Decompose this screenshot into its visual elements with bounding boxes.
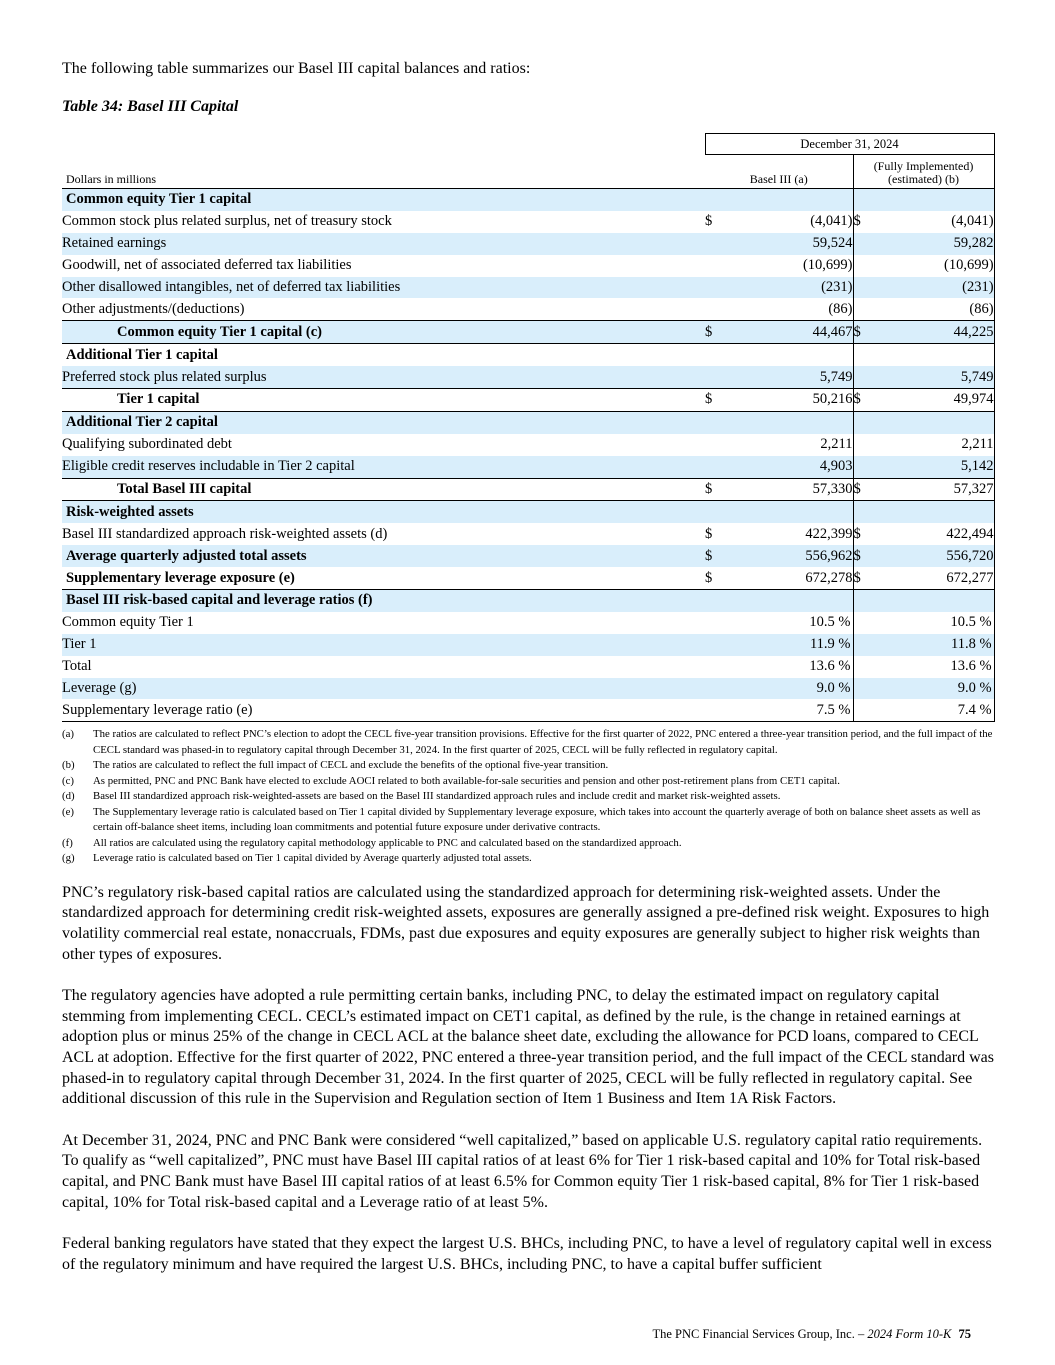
dollar-sign-2 — [853, 590, 869, 612]
table-row — [62, 389, 994, 412]
paragraph-2: The regulatory agencies have adopted a rule permitting certain banks, including PNC, to delay the estimated impact on regulatory capital stemming from implementing CECL. CECL’s estimated impact on CET1 capital, as defined by the rule, is the change in retained earnings at adoption plus or minus 25% of the change in CECL ACL at the balance sheet date, excluding the allowance for PCD loans, compared to CECL ACL at adoption. Effective for the first quarter of 2022, PNC entered a three-year transition period, and the full impact of the CECL standard was phased-in to regulatory capital through December 31, 2024. In the first quarter of 2025, CECL will be fully reflected in regulatory capital. See additional discussion of this rule in the Supervision and Regulation section of Item 1 Business and Item 1A Risk Factors. — [62, 987, 995, 1108]
dollar-sign-2: $ — [853, 545, 869, 567]
fully-implemented-value: 672,277 — [869, 567, 994, 589]
basel-iii-value: 59,524 — [723, 233, 853, 255]
footnote — [62, 774, 994, 790]
basel-iii-value: 556,962 — [723, 545, 853, 567]
basel-iii-value: (4,041) — [810, 213, 853, 230]
row-label: Basel III risk-based capital and leverage ratios (f) — [62, 590, 705, 612]
row-label: Tier 1 — [62, 634, 705, 656]
dollar-sign-2 — [853, 277, 869, 299]
row-label: Tier 1 capital — [62, 389, 705, 412]
fully-implemented-value: 59,282 — [869, 233, 994, 255]
dollar-sign-1 — [705, 656, 723, 678]
basel-iii-value: 9.0 % — [723, 678, 853, 700]
basel-iii-value: 13.6 % — [809, 658, 851, 675]
dollar-sign-2 — [853, 678, 869, 700]
fully-implemented-value: 5,749 — [869, 366, 994, 388]
basel-iii-value: 57,330 — [723, 478, 853, 501]
footnote-key: (f) — [62, 836, 73, 849]
footnote-key: (b) — [62, 759, 75, 772]
dollar-sign-2: $ — [853, 211, 869, 233]
fully-implemented-value — [869, 344, 994, 366]
table-row — [62, 189, 994, 211]
row-label: Risk-weighted assets — [62, 501, 705, 523]
footnote-text: The ratios are calculated to reflect PNC’s election to adopt the CECL five-year transition provisions. Effective for the first quarter of 2022, PNC entered a three-year transition period, and the full impact of the CECL standard was phased-in to regulatory capital through December 31, 2024. In the first quarter of 2025, CECL will be fully reflected in regulatory capital. — [93, 728, 993, 756]
dollar-sign-1: $ — [705, 478, 723, 501]
footnote — [62, 789, 994, 805]
dollar-sign-1 — [705, 233, 723, 255]
dollar-sign-2: $ — [853, 321, 869, 344]
dollar-sign-1: $ — [705, 321, 723, 344]
basel-iii-value: 672,278 — [805, 569, 853, 586]
footnote-text: The Supplementary leverage ratio is calculated based on Tier 1 capital divided by Supplementary leverage exposure, which takes into account the quarterly average of both on balance sheet assets as well as certain off-balance sheet items, including loan commitments and potential future exposure under derivative contracts. — [93, 805, 981, 834]
dollar-sign-1 — [705, 411, 723, 433]
fully-implemented-value: 2,211 — [869, 434, 994, 456]
fully-implemented-value: 556,720 — [869, 545, 994, 567]
dollar-sign-2 — [853, 456, 869, 478]
table-row — [62, 634, 994, 656]
table-row — [62, 321, 994, 344]
dollar-sign-2 — [853, 298, 869, 320]
basel-iii-value — [723, 411, 853, 433]
fully-implemented-value: (10,699) — [869, 255, 994, 277]
basel-iii-value: 44,467 — [723, 321, 853, 344]
row-label: Common equity Tier 1 — [62, 614, 194, 631]
table-row — [62, 211, 994, 233]
dollar-sign-2: $ — [853, 523, 869, 545]
footnote-text: As permitted, PNC and PNC Bank have elected to exclude AOCI related to both available-for-sale securities and pension and other post-retirement plans from CET1 capital. — [93, 774, 840, 787]
fully-implemented-value: 57,327 — [869, 478, 994, 501]
page-footer — [652, 1327, 971, 1342]
footnote-key: (a) — [62, 728, 74, 741]
row-label: Goodwill, net of associated deferred tax liabilities — [62, 257, 352, 274]
footnote-text: Basel III standardized approach risk-weighted-assets are based on the Basel III standardized approach rules and include credit and market risk-weighted assets. — [93, 790, 781, 803]
dollar-sign-1: $ — [705, 389, 723, 412]
basel-iii-value: 4,903 — [723, 456, 853, 478]
table-row — [62, 590, 994, 612]
fully-implemented-value: (86) — [869, 298, 994, 320]
basel-iii-value: (10,699) — [802, 257, 853, 274]
basel-iii-value — [723, 189, 853, 211]
dollar-sign-1 — [705, 277, 723, 299]
paragraph-3: At December 31, 2024, PNC and PNC Bank were considered “well capitalized,” based on applicable U.S. regulatory capital ratio requirements. To qualify as “well capitalized”, PNC must have Basel III capital ratios of at least 6% for Tier 1 risk-based capital and 10% for Total risk-based capital, and PNC Bank must have Basel III capital ratios of at least 6.5% for Common equity Tier 1 risk-based capital, 8% for Tier 1 risk-based capital, 10% for Total risk-based capital and a Leverage ratio of at least 5%. — [62, 1131, 983, 1211]
dollar-sign-2 — [853, 411, 869, 433]
footnote-key: (e) — [62, 805, 74, 818]
table-row — [62, 699, 994, 721]
footnote-text: Leverage ratio is calculated based on Tier 1 capital divided by Average quarterly adjusted total assets. — [93, 852, 532, 865]
dollar-sign-1: $ — [705, 525, 713, 542]
row-label: Average quarterly adjusted total assets — [62, 545, 705, 567]
paragraph-1: PNC’s regulatory risk-based capital ratios are calculated using the standardized approach for determining risk-weighted assets. Under the standardized approach for determining credit risk-weighted assets, exposures are generally assigned a pre-defined risk weight. Exposures to high volatility commercial real estate, nonaccruals, FDMs, past due exposures and equity exposures are generally subject to higher risk weights than other types of exposures. — [62, 883, 990, 963]
dollar-sign-2: $ — [853, 567, 869, 589]
basel-iii-value: (86) — [828, 300, 853, 317]
dollar-sign-1 — [705, 501, 723, 523]
fully-implemented-value: (4,041) — [869, 211, 994, 233]
dollar-sign-2 — [853, 434, 869, 456]
footnote-key: (g) — [62, 852, 75, 865]
footer-company: The PNC Financial Services Group, Inc. – — [652, 1327, 865, 1341]
table-body — [62, 189, 994, 722]
fully-implemented-header: (Fully Implemented) (estimated) (b) — [853, 155, 994, 189]
fully-implemented-value — [869, 189, 994, 211]
dollar-sign-2 — [853, 656, 869, 678]
intro-text: The following table summarizes our Basel III capital balances and ratios: — [62, 60, 531, 77]
row-label: Common equity Tier 1 capital (c) — [62, 321, 705, 344]
row-label: Supplementary leverage exposure (e) — [66, 569, 295, 586]
dollar-sign-2 — [853, 634, 869, 656]
basel-iii-value — [723, 590, 853, 612]
basel-iii-value: 11.9 % — [723, 634, 853, 656]
fully-implemented-value: 5,142 — [869, 456, 994, 478]
table-row — [62, 411, 994, 433]
row-label: Retained earnings — [62, 233, 705, 255]
dollar-sign-1: $ — [705, 569, 713, 586]
fully-implemented-value — [869, 590, 994, 612]
fully-implemented-value: 13.6 % — [869, 656, 994, 678]
table-row — [62, 366, 994, 388]
table-row — [62, 545, 994, 567]
dollar-sign-1 — [705, 189, 723, 211]
row-label: Other disallowed intangibles, net of deferred tax liabilities — [62, 277, 705, 299]
basel-iii-value: 422,399 — [805, 525, 853, 542]
fully-implemented-value: 10.5 % — [869, 612, 994, 634]
fully-implemented-value: 11.8 % — [869, 634, 994, 656]
footnote — [62, 727, 994, 758]
dollar-sign-1 — [705, 434, 723, 456]
dollar-sign-2 — [853, 501, 869, 523]
dollar-sign-2 — [853, 699, 869, 721]
row-label: Other adjustments/(deductions) — [62, 300, 245, 317]
table-row — [62, 456, 994, 478]
page-content — [62, 58, 994, 1275]
dollar-sign-1 — [705, 590, 723, 612]
row-label: Qualifying subordinated debt — [62, 436, 232, 453]
footnote — [62, 805, 994, 836]
dollar-sign-2 — [853, 612, 869, 634]
basel-iii-value — [723, 344, 853, 366]
dollar-sign-2 — [853, 233, 869, 255]
footer-form: 2024 Form 10-K — [867, 1327, 952, 1341]
row-label: Total Basel III capital — [62, 478, 705, 501]
table-row — [62, 567, 994, 589]
row-label: Total — [62, 658, 92, 675]
dollar-sign-2: $ — [853, 478, 869, 501]
row-label: Leverage (g) — [62, 678, 705, 700]
table-row — [62, 612, 994, 634]
dollar-sign-2 — [853, 366, 869, 388]
table-row — [62, 523, 994, 545]
row-label: Preferred stock plus related surplus — [62, 366, 705, 388]
fully-implemented-value: 7.4 % — [869, 699, 994, 721]
row-label: Supplementary leverage ratio (e) — [62, 699, 705, 721]
dollar-sign-1: $ — [705, 213, 713, 230]
fully-implemented-value: 49,974 — [869, 389, 994, 412]
dollar-sign-1 — [705, 699, 723, 721]
table-row — [62, 678, 994, 700]
row-label: Additional Tier 1 capital — [62, 344, 705, 366]
dollar-sign-2 — [853, 344, 869, 366]
dollar-sign-1 — [705, 298, 723, 320]
table-row — [62, 233, 994, 255]
dollar-sign-1 — [705, 634, 723, 656]
footnote-text: All ratios are calculated using the regulatory capital methodology applicable to PNC and calculated based on the standardized approach. — [93, 836, 682, 849]
paragraph-4: Federal banking regulators have stated that they expect the largest U.S. BHCs, including PNC, to have a level of regulatory capital well in excess of the regulatory minimum and have required the largest U.S. BHCs, including PNC, to have a capital buffer sufficient — [62, 1235, 992, 1273]
fully-implemented-value: 44,225 — [869, 321, 994, 344]
fully-implemented-value — [869, 411, 994, 433]
table-row — [62, 255, 994, 277]
dollar-sign-1: $ — [705, 545, 723, 567]
dollar-sign-2 — [853, 189, 869, 211]
table-row — [62, 501, 994, 523]
basel-iii-value — [723, 501, 853, 523]
footnote-key: (c) — [62, 774, 74, 787]
table-row — [62, 298, 994, 320]
period-header: December 31, 2024 — [705, 134, 994, 155]
page-number: 75 — [958, 1327, 971, 1341]
row-label: Common stock plus related surplus, net of treasury stock — [62, 213, 392, 230]
basel-iii-value: 7.5 % — [723, 699, 853, 721]
dollar-sign-2 — [853, 255, 869, 277]
row-label: Additional Tier 2 capital — [62, 411, 705, 433]
basel-iii-value: 50,216 — [723, 389, 853, 412]
footnote — [62, 758, 994, 774]
dollar-sign-1 — [705, 255, 723, 277]
table-row — [62, 434, 994, 456]
dollar-sign-1 — [705, 678, 723, 700]
dollar-sign-2: $ — [853, 389, 869, 412]
dollar-sign-1 — [705, 456, 723, 478]
footnote-key: (d) — [62, 790, 75, 803]
fully-implemented-value — [869, 501, 994, 523]
basel-capital-table — [62, 133, 995, 722]
table-row — [62, 277, 994, 299]
basel-iii-header: Basel III (a) — [705, 155, 853, 189]
dollar-sign-1 — [705, 366, 723, 388]
footnote-text: The ratios are calculated to reflect the full impact of CECL and exclude the benefits of the optional five-year transition. — [93, 759, 609, 772]
basel-iii-value: (231) — [723, 277, 853, 299]
footnote — [62, 836, 994, 852]
row-label: Eligible credit reserves includable in Tier 2 capital — [62, 456, 705, 478]
dollars-header: Dollars in millions — [62, 155, 705, 189]
footnote — [62, 851, 994, 867]
row-label: Common equity Tier 1 capital — [62, 189, 705, 211]
row-label: Basel III standardized approach risk-weighted assets (d) — [62, 525, 388, 542]
basel-iii-value: 5,749 — [723, 366, 853, 388]
fully-implemented-value: 422,494 — [869, 523, 994, 545]
table-title: Table 34: Basel III Capital — [62, 98, 239, 115]
table-row — [62, 656, 994, 678]
table-row — [62, 478, 994, 501]
fully-implemented-value: 9.0 % — [869, 678, 994, 700]
basel-iii-value: 10.5 % — [809, 614, 851, 631]
dollar-sign-1 — [705, 344, 723, 366]
dollar-sign-1 — [705, 612, 723, 634]
footnotes — [62, 727, 994, 867]
basel-iii-value: 2,211 — [820, 436, 853, 453]
fully-implemented-value: (231) — [869, 277, 994, 299]
table-row — [62, 344, 994, 366]
